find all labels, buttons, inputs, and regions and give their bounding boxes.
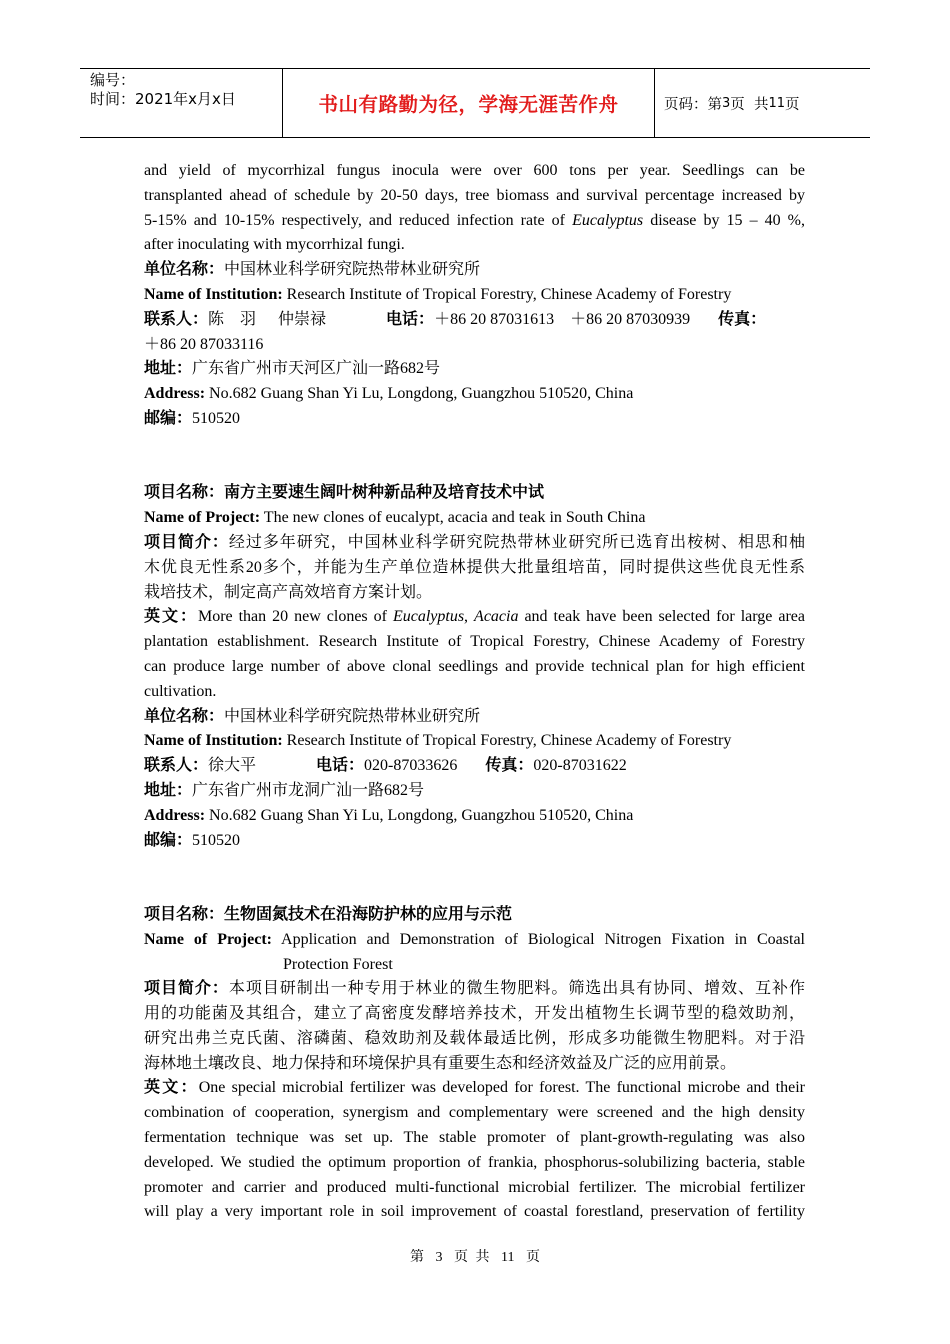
project-intro-en: will play a very important role in soil improvement of coastal forestland, preservation of fertility: [144, 1203, 805, 1221]
project-intro-cn: 木优良无性系20多个，并能为生产单位造林提供大批量组培苗，同时提供这些优良无性系: [144, 558, 805, 576]
intro-line: after inoculating with mycorrhizal fungi.: [144, 236, 405, 254]
footer-current-page: 3: [435, 1250, 443, 1265]
doc-code-label: 编号：: [90, 71, 136, 89]
footer-pre: 第: [410, 1250, 424, 1265]
project-name-en: Name of Project: The new clones of eucalypt, acacia and teak in South China: [144, 509, 646, 527]
header-motto: 书山有路勤为径，学海无涯苦作舟: [318, 93, 619, 116]
zip-code: 邮编：510520: [144, 409, 241, 427]
project-intro-cn: 研究出弗兰克氏菌、溶磷菌、稳效助剂及载体最适比例，形成多功能微生物肥料。对于沿: [144, 1029, 805, 1047]
institution-en: Name of Institution: Research Institute of Tropical Forestry, Chinese Academy of Forestry: [144, 732, 732, 750]
footer-total-pages: 11: [501, 1250, 515, 1265]
institution-en: Name of Institution: Research Institute of Tropical Forestry, Chinese Academy of Forestry: [144, 285, 732, 303]
institution-cn: 单位名称：中国林业科学研究院热带林业研究所: [144, 707, 481, 725]
header-page-number: [655, 69, 870, 137]
page-label-mid: 页 共: [730, 96, 769, 113]
project-name-en: Protection Forest: [283, 955, 393, 973]
project-name-en: Name of Project: Application and Demonstration of Biological Nitrogen Fixation in Coastal: [144, 930, 805, 948]
address-en: Address: No.682 Guang Shan Yi Lu, Longdong, Guangzhou 510520, China: [144, 806, 634, 824]
project-intro-cn: 栽培技术，制定高产高效培育方案计划。: [144, 583, 433, 601]
project-intro-en: combination of cooperation, synergism and complementary were screened and the high density: [144, 1104, 805, 1122]
page-label-post: 页: [785, 96, 800, 113]
project-intro-en: can produce large number of above clonal seedlings and provide technical plan for high efficient: [144, 657, 805, 675]
header-meta: [80, 69, 282, 137]
header-motto-cell: [282, 69, 655, 137]
address-en: Address: No.682 Guang Shan Yi Lu, Longdong, Guangzhou 510520, China: [144, 385, 634, 403]
intro-line: 5-15% and 10-15% respectively, and reduced infection rate of Eucalyptus disease by 15 – 40 %,: [144, 211, 806, 229]
contact-line: 联系人：陈 羽 仲崇禄 电话：＋86 20 87031613 ＋86 20 87030939 传真：: [144, 310, 767, 328]
document-body: [144, 159, 805, 1225]
project-intro-en: cultivation.: [144, 682, 217, 700]
footer-post: 页: [525, 1250, 540, 1265]
intro-line: and yield of mycorrhizal fungus inocula were over 600 tons per year. Seedlings can be: [144, 162, 805, 179]
project-intro-cn: 用的功能菌及其组合，建立了高密度发酵培养技术，开发出植物生长调节型的稳效助剂，: [144, 1005, 805, 1023]
project-intro-en: promoter and carrier and produced multi-functional microbial fertilizer. The microbial fertilizer: [144, 1178, 805, 1196]
project-name-cn: 项目名称：南方主要速生阔叶树种新品种及培育技术中试: [144, 484, 545, 502]
project-name-cn: 项目名称：生物固氮技术在沿海防护林的应用与示范: [144, 905, 513, 923]
project-intro-en: 英文：One special microbial fertilizer was developed for forest. The functional microbe and their: [144, 1079, 805, 1097]
project-intro-en: plantation establishment. Research Institute of Tropical Forestry, Chinese Academy of Forestry: [144, 633, 805, 651]
fax-number: ＋86 20 87033116: [144, 335, 264, 353]
project-intro-cn: 项目简介：经过多年研究，中国林业科学研究院热带林业研究所已选育出桉树、相思和柚: [144, 533, 805, 551]
page-label-pre: 页码：第: [664, 96, 722, 113]
address-cn: 地址：广东省广州市天河区广汕一路682号: [144, 360, 441, 378]
project-intro-en: 英文：More than 20 new clones of Eucalyptus, Acacia and teak have been selected for large area: [144, 608, 806, 626]
project-intro-en: fermentation technique was set up. The stable promoter of plant-growth-regulating was also: [144, 1129, 805, 1147]
doc-time: 时间：2021年x月x日: [90, 90, 236, 108]
address-cn: 地址：广东省广州市龙洞广汕一路682号: [144, 781, 425, 799]
project-intro-en: developed. We studied the optimum proportion of frankia, phosphorus-solubilizing bacteria, stable: [144, 1153, 805, 1171]
footer-mid: 页 共: [454, 1250, 490, 1265]
page-footer: [0, 1246, 950, 1266]
institution-cn: 单位名称：中国林业科学研究院热带林业研究所: [144, 261, 481, 279]
page-current: 3: [722, 95, 731, 111]
project-intro-cn: 项目简介：本项目研制出一种专用于林业的微生物肥料。筛选出具有协同、增效、互补作: [144, 980, 805, 998]
project-intro-cn: 海林地土壤改良、地力保持和环境保护具有重要生态和经济效益及广泛的应用前景。: [144, 1054, 737, 1072]
contact-line: 联系人：徐大平 电话：020-87033626 传真：020-87031622: [144, 757, 627, 775]
intro-line: transplanted ahead of schedule by 20-50 days, tree biomass and survival percentage increased by: [144, 186, 805, 204]
page-header: [80, 68, 870, 138]
zip-code: 邮编：510520: [144, 831, 241, 849]
page-total: 11: [768, 95, 786, 111]
